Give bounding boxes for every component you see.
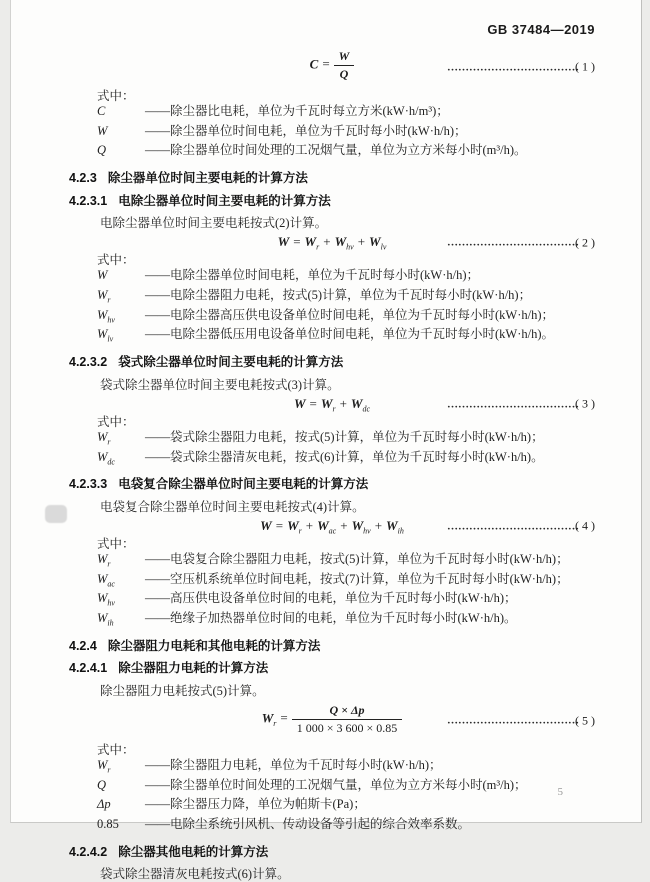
equation-term: W: [293, 395, 306, 411]
def-term: $W_r$: [97, 288, 111, 305]
def-row: [69, 758, 595, 778]
equation-term: W: [334, 234, 347, 250]
equation-term: W: [304, 234, 317, 250]
equation: [310, 49, 355, 82]
def-term: $W_{lv}$: [97, 327, 114, 344]
def-row: [69, 797, 595, 817]
equation-term: W: [386, 517, 398, 533]
paragraph: 除尘器阻力电耗按式(5)计算。: [100, 683, 265, 698]
def-row: [69, 778, 595, 798]
def-desc: ——除尘器压力降，单位为帕斯卡(Pa)；: [145, 797, 366, 812]
equation-number: ( 3 ): [575, 396, 595, 411]
equation-term: C: [309, 56, 319, 72]
equation-number-tag: [447, 519, 595, 534]
def-desc: ——电除尘系统引风机、传动设备等引起的综合效率系数。: [145, 817, 471, 832]
def-term: $W_{ih}$: [97, 611, 114, 628]
section-title: 袋式除尘器单位时间主要电耗的计算方法: [118, 355, 344, 370]
formula-1: [69, 49, 595, 85]
def-row: [69, 430, 595, 450]
dotted-leader: ………………………………: [447, 398, 579, 411]
equation-term: W: [260, 517, 272, 533]
def-term: W: [97, 268, 108, 283]
equation-operator: =: [309, 395, 317, 411]
def-desc: ——高压供电设备单位时间的电耗，单位为千瓦时每小时(kW·h/h)；: [145, 591, 517, 606]
def-row: [69, 104, 595, 124]
equation-term: W: [277, 234, 290, 250]
equation-operator: +: [357, 234, 366, 250]
equation-number-tag: [447, 60, 595, 75]
equation: $W = W_r + W_{dc}$: [293, 395, 371, 414]
fraction-numerator: Q × Δp: [292, 703, 403, 720]
equation-operator: =: [275, 517, 284, 533]
def-term: Q: [97, 143, 107, 158]
document-page: [10, 0, 642, 882]
def-term: $W_{ac}$: [97, 571, 115, 589]
equation-number: ( 4 ): [575, 518, 595, 533]
section-heading-4-2-4-2: [69, 845, 595, 861]
def-row: [69, 591, 595, 611]
def-term: 0.85: [97, 817, 119, 832]
def-desc: ——电除尘器阻力电耗，按式(5)计算，单位为千瓦时每小时(kW·h/h)；: [145, 288, 532, 303]
paragraph: 袋式除尘器单位时间主要电耗按式(3)计算。: [100, 377, 340, 392]
section-number: 4.2.3.2: [69, 355, 108, 370]
def-desc: ——电除尘器单位时间电耗，单位为千瓦时每小时(kW·h/h)；: [145, 268, 480, 283]
section-title: 除尘器阻力电耗和其他电耗的计算方法: [107, 638, 321, 653]
where-label: 式中：: [97, 742, 135, 757]
def-desc: ——除尘器单位时间电耗，单位为千瓦时每小时(kW·h/h)；: [145, 123, 467, 138]
def-row: [69, 124, 595, 144]
fraction-denominator: 1 000 × 3 600 × 0.85: [296, 720, 398, 735]
section-heading-4-2-3-1: [69, 194, 595, 210]
paragraph: 袋式除尘器清灰电耗按式(6)计算。: [100, 867, 290, 882]
def-row: [69, 611, 595, 631]
equation-operator: +: [323, 234, 331, 250]
def-row: [69, 143, 595, 163]
def-term: $W_{dc}$: [97, 449, 115, 467]
fraction: [334, 49, 355, 82]
equation-operator: +: [305, 517, 314, 533]
def-desc: ——袋式除尘器阻力电耗，按式(5)计算，单位为千瓦时每小时(kW·h/h)；: [145, 429, 544, 444]
section-number: 4.2.3: [69, 171, 97, 186]
formula-2: [69, 234, 595, 251]
where-label: 式中：: [97, 253, 135, 268]
def-row: [69, 288, 595, 308]
equation: $W = W_r + W_{ac} + W_{hv} + W_{ih}$: [260, 517, 404, 536]
dotted-leader: ………………………………: [447, 714, 579, 727]
equation-term: W: [351, 517, 364, 533]
formula-3: [69, 396, 595, 413]
where-label: 式中：: [97, 89, 135, 103]
where-label: 式中：: [97, 536, 135, 551]
equation-operator: +: [374, 517, 383, 533]
def-row: [69, 268, 595, 288]
section-heading-4-2-4-1: [69, 661, 595, 677]
def-row: [69, 552, 595, 572]
fraction-numerator: W: [334, 49, 355, 66]
equation-operator: +: [340, 517, 348, 533]
equation-number-tag: [447, 713, 595, 728]
equation-term: W: [317, 517, 329, 533]
def-term: Q: [97, 777, 107, 792]
formula-4: [69, 518, 595, 535]
equation-number: ( 2 ): [575, 235, 595, 250]
def-desc: ——除尘器比电耗，单位为千瓦时每立方米(kW·h/m³)；: [145, 104, 449, 118]
def-desc: ——电除尘器低压用电设备单位时间电耗，单位为千瓦时每小时(kW·h/h)。: [145, 327, 555, 342]
equation-term: W: [287, 517, 299, 533]
section-heading-4-2-3-3: [69, 477, 595, 493]
paragraph: 电袋复合除尘器单位时间主要电耗按式(4)计算。: [100, 499, 365, 514]
equation-number: ( 5 ): [575, 713, 595, 728]
equation-operator: =: [322, 56, 330, 72]
section-number: 4.2.3.1: [69, 193, 108, 208]
def-desc: ——电除尘器高压供电设备单位时间电耗，单位为千瓦时每小时(kW·h/h)；: [145, 307, 555, 322]
equation-term: W: [369, 234, 381, 250]
def-desc: ——袋式除尘器清灰电耗，按式(6)计算，单位为千瓦时每小时(kW·h/h)。: [145, 449, 544, 464]
equation-term: W: [261, 710, 274, 726]
def-term: $W_r$: [97, 551, 111, 569]
equation-operator: =: [280, 710, 288, 726]
equation-number: ( 1 ): [575, 59, 595, 74]
where-label: 式中：: [97, 414, 135, 429]
def-desc: ——绝缘子加热器单位时间的电耗，单位为千瓦时每小时(kW·h/h)。: [145, 611, 517, 626]
equation-number-tag: [447, 235, 595, 250]
section-title: 电袋复合除尘器单位时间主要电耗的计算方法: [118, 477, 369, 492]
def-row: [69, 572, 595, 592]
def-term: $W_{hv}$: [97, 591, 115, 608]
section-number: 4.2.4.1: [69, 661, 108, 676]
def-row: [69, 817, 595, 837]
standard-number-header: GB 37484—2019: [487, 22, 595, 37]
section-number: 4.2.3.3: [69, 477, 108, 492]
section-title: 除尘器阻力电耗的计算方法: [118, 661, 269, 676]
equation-operator: =: [293, 234, 301, 250]
page-content: [11, 0, 641, 882]
def-term: $W_r$: [97, 429, 111, 447]
section-title: 除尘器其他电耗的计算方法: [118, 844, 269, 859]
section-title: 电除尘器单位时间主要电耗的计算方法: [118, 193, 331, 208]
dotted-leader: ………………………………: [447, 61, 579, 73]
def-term: C: [97, 104, 106, 118]
formula-5: [69, 703, 595, 739]
fraction-denominator: Q: [339, 67, 349, 81]
def-row: [69, 450, 595, 470]
def-desc: ——除尘器阻力电耗，单位为千瓦时每小时(kW·h/h)；: [145, 757, 442, 772]
def-term: $W_r$: [97, 757, 111, 775]
def-desc: ——空压机系统单位时间电耗，按式(7)计算，单位为千瓦时每小时(kW·h/h)；: [145, 571, 569, 586]
def-term: W: [97, 123, 108, 138]
equation-term: W: [350, 395, 363, 411]
def-term: Δp: [97, 797, 111, 812]
equation-operator: +: [339, 395, 347, 411]
def-desc: ——电袋复合除尘器阻力电耗，按式(5)计算，单位为千瓦时每小时(kW·h/h)；: [145, 551, 569, 566]
def-desc: ——除尘器单位时间处理的工况烟气量，单位为立方米每小时(m³/h)；: [145, 777, 527, 792]
def-row: [69, 327, 595, 347]
dotted-leader: ………………………………: [447, 236, 579, 249]
section-heading-4-2-3: [69, 171, 595, 187]
section-number: 4.2.4.2: [69, 844, 108, 859]
dotted-leader: ………………………………: [447, 520, 579, 533]
def-term: $W_{hv}$: [97, 307, 115, 325]
paragraph: 电除尘器单位时间主要电耗按式(2)计算。: [100, 216, 328, 231]
section-heading-4-2-4: [69, 639, 595, 655]
section-title: 除尘器单位时间主要电耗的计算方法: [107, 171, 308, 186]
section-heading-4-2-3-2: [69, 355, 595, 371]
def-desc: ——除尘器单位时间处理的工况烟气量，单位为立方米每小时(m³/h)。: [145, 143, 527, 158]
equation: $W_r$ = $\frac{Q \times \Delta p}{1 000 \times 3 600 \times 0.85}$: [262, 703, 403, 736]
equation: $W = W_r + W_{hv} + W_{lv}$: [277, 234, 387, 252]
page-number: 5: [557, 786, 563, 798]
section-number: 4.2.4: [69, 638, 97, 653]
def-row: [69, 308, 595, 328]
equation-term: W: [320, 395, 333, 411]
fraction: [292, 703, 403, 736]
equation-number-tag: [447, 397, 595, 412]
